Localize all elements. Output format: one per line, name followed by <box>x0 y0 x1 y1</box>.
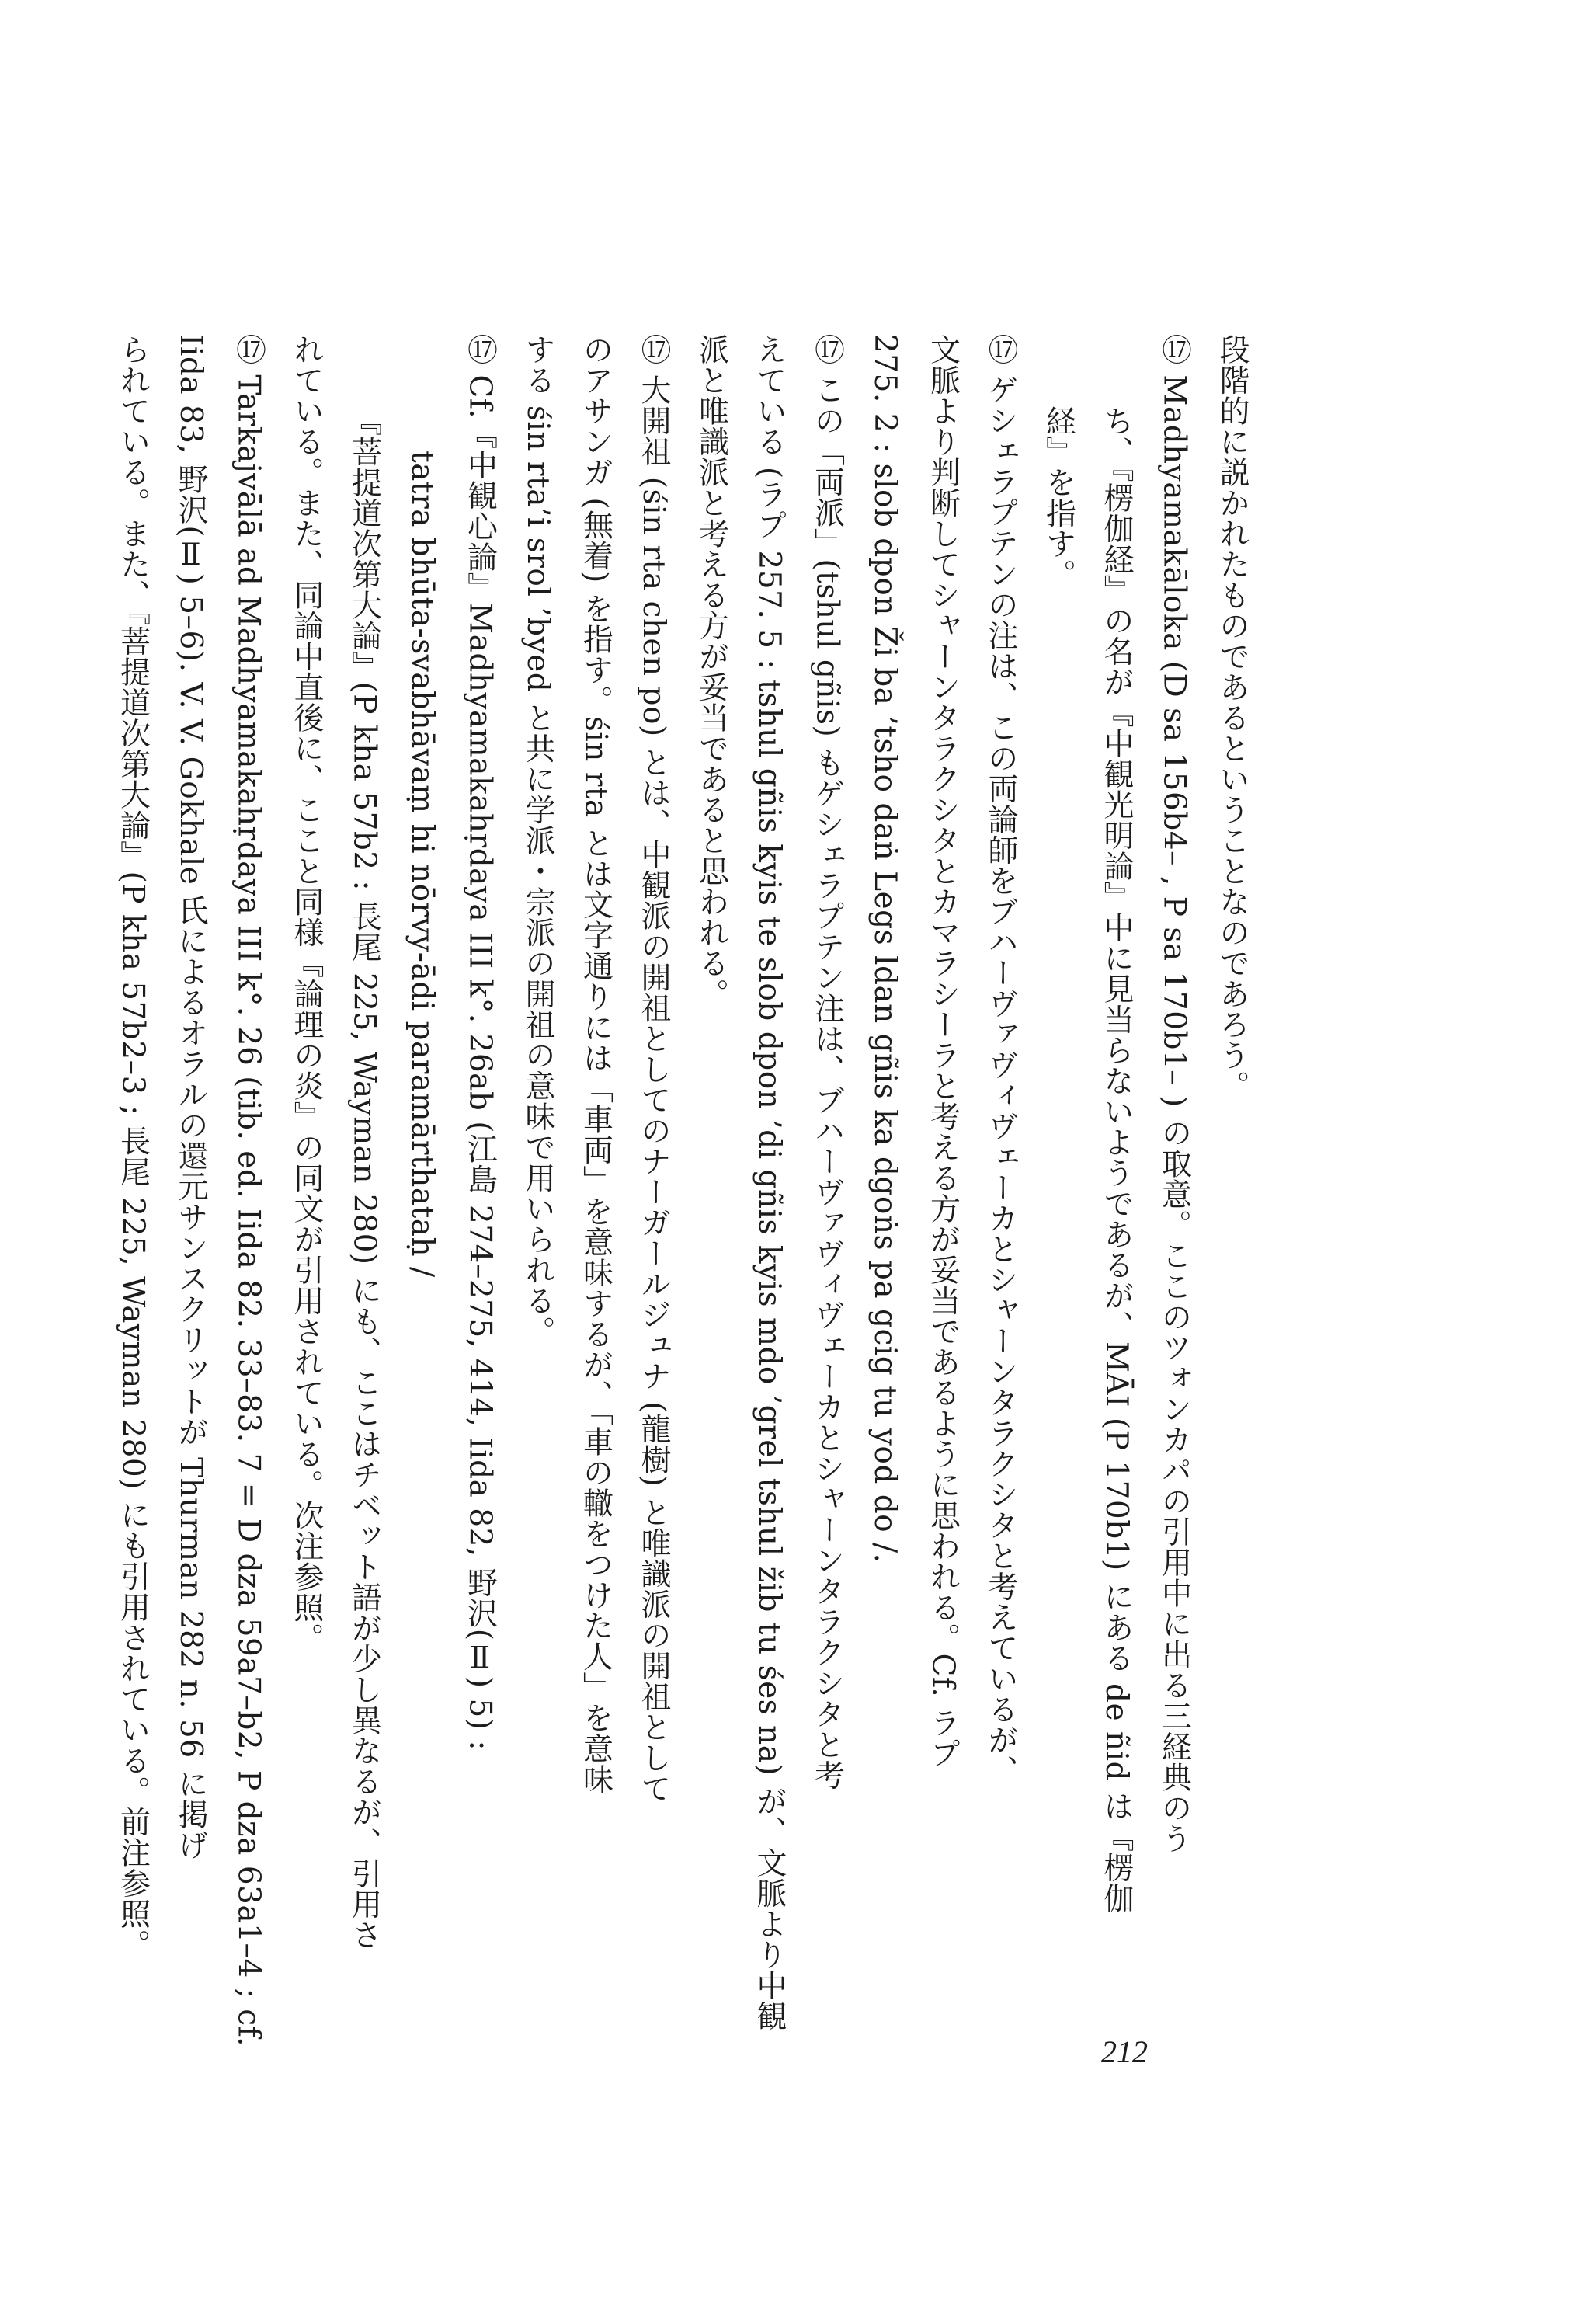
note-170-line: ⑰ Madhyamakāloka (D sa 156b4– , P sa 170b1– ) の取意。ここのツォンカパの引用中に出る三経典のう <box>1156 334 1192 1854</box>
vertical-text-block <box>103 334 1260 2051</box>
note-173-line: ⑰ 大開祖 (śin rta chen po) とは、中観派の開祖としてのナーガールジュナ (龍樹) と唯識派の開祖として <box>636 334 671 1804</box>
note-174-line: れている。また、同論中直後に、ここと同様『論理の炎』の同文が引用されている。次注参照。 <box>289 334 324 1654</box>
note-170-line: 経』を指す。 <box>1041 405 1076 590</box>
note-175-line: られている。また、『菩提道次第大論』(P kha 57b2–3 ; 長尾 225, Wayman 280) にも引用されている。前注参照。 <box>115 334 151 1960</box>
text-line: 段階的に説かれたものであるということなのであろう。 <box>1215 334 1250 1101</box>
note-174-line: ⑰ Cf.『中観心論』Madhyamakahṛdaya III k°. 26ab (江島 274–275, 414, Iida 82, 野沢(Ⅱ) 5) : <box>462 334 498 1752</box>
note-173-line: する śin rta’i srol ’byed と共に学派・宗派の開祖の意味で用いられる。 <box>520 334 555 1347</box>
note-174-line: 『菩提道次第大論』(P kha 57b2 : 長尾 225, Wayman 280) にも、ここはチベット語が少し異なるが、引用さ <box>346 405 382 1950</box>
note-173-line: のアサンガ (無着) を指す。śin rta とは文字通りには「車両」を意味するが、「車の轍をつけた人」を意味 <box>578 334 613 1795</box>
sanskrit-quote-line: tatra bhūta-svabhāvaṃ hi nōrvy-ādi paramārthataḥ / <box>405 451 440 1278</box>
note-171-line: 275. 2 : slob dpon Ži ba ’tsho daṅ Legs ldan gñis ka dgoṅs pa gcig tu yod do /. <box>867 334 902 1564</box>
note-172-line: 派と唯識派と考える方が妥当であると思われる。 <box>693 334 729 1009</box>
note-172-line: ⑰ この「両派」(tshul gñis) もゲシェラプテン注は、ブハーヴァヴィヴェーカとシャーンタラクシタと考 <box>809 334 845 1791</box>
note-172-line: えている (ラプ 257. 5 : tshul gñis kyis te slob dpon ’di gñis kyis mdo ’grel tshul žib tu śes na) が、文脈より中観 <box>752 334 787 2032</box>
note-175-line: ⑰ Tarkajvālā ad Madhyamakahṛdaya III k°. 26 (tib. ed. Iida 82. 33–83. 7 = D dza 59a7–b2, P dza 63a1–4 ; cf. <box>231 334 266 2047</box>
note-175-line: Iida 83, 野沢(Ⅱ) 5–6). V. V. Gokhale 氏によるオラルの還元サンスクリットが Thurman 282 n. 56 に掲げ <box>173 334 208 1861</box>
note-170-line: ち、『楞伽経』の名が『中観光明論』中に見当らないようであるが、MĀI (P 170b1) にある de ñid は『楞伽 <box>1099 405 1134 1914</box>
note-171-line: ⑰ ゲシェラプテンの注は、この両論師をブハーヴァヴィヴェーカとシャーンタラクシタと考えているが、 <box>983 334 1018 1786</box>
page-number: 212 <box>1101 2034 1148 2069</box>
note-171-line: 文脈より判断してシャーンタラクシタとカマラシーラと考える方が妥当であるように思われる。Cf. ラプ <box>925 334 961 1769</box>
